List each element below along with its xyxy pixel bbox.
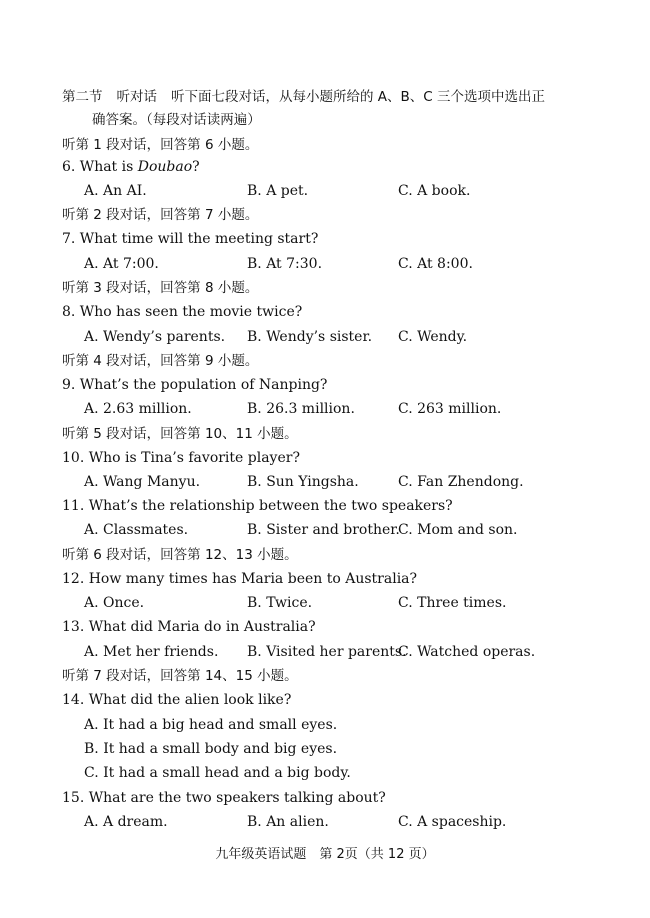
q15-option-a: A. A dream.: [84, 814, 168, 830]
section-instruction-line1: 听下面七段对话，从每小题所给的 A、B、C 三个选项中选出正: [171, 89, 546, 105]
q10-option-a: A. Wang Manyu.: [84, 474, 201, 490]
q12-option-c: C. Three times.: [398, 595, 507, 611]
section-name: 听对话: [116, 89, 157, 105]
q9-option-c: C. 263 million.: [398, 401, 502, 417]
q12-option-b: B. Twice.: [247, 595, 313, 611]
q11-option-c: C. Mom and son.: [398, 522, 518, 538]
q6-option-b: B. A pet.: [247, 183, 309, 199]
q8-option-a: A. Wendy’s parents.: [84, 329, 226, 345]
q7-option-c: C. At 8:00.: [398, 256, 473, 272]
q14-option-b: B. It had a small body and big eyes.: [84, 741, 338, 757]
q8-option-c: C. Wendy.: [398, 329, 468, 345]
q14-option-c: C. It had a small head and a big body.: [84, 765, 351, 781]
q11-option-b: B. Sister and brother.: [247, 522, 400, 538]
q6-option-c: C. A book.: [398, 183, 471, 199]
page-footer: 九年级英语试题 第 2页（共 12 页）: [215, 847, 435, 862]
question-8: 8. Who has seen the movie twice?: [62, 304, 303, 320]
q13-option-b: B. Visited her parents.: [247, 644, 407, 660]
dialogue-intro-6: 听第 6 段对话，回答第 12、13 小题。: [62, 547, 298, 563]
q9-option-a: A. 2.63 million.: [84, 401, 192, 417]
q6-option-a: A. An AI.: [84, 183, 147, 199]
question-11: 11. What’s the relationship between the two speakers?: [62, 498, 453, 514]
question-12: 12. How many times has Maria been to Australia?: [62, 571, 418, 587]
question-6: 6. What is Doubao?: [62, 159, 200, 175]
dialogue-intro-5: 听第 5 段对话，回答第 10、11 小题。: [62, 426, 298, 442]
q7-option-a: A. At 7:00.: [84, 256, 159, 272]
section-label: 第二节: [62, 89, 103, 105]
question-9: 9. What’s the population of Nanping?: [62, 377, 328, 393]
q15-option-c: C. A spaceship.: [398, 814, 507, 830]
q11-option-a: A. Classmates.: [84, 522, 189, 538]
q10-option-c: C. Fan Zhendong.: [398, 474, 524, 490]
dialogue-intro-3: 听第 3 段对话，回答第 8 小题。: [62, 280, 259, 296]
q15-option-b: B. An alien.: [247, 814, 329, 830]
dialogue-intro-1: 听第 1 段对话，回答第 6 小题。: [62, 137, 259, 153]
question-6-term: Doubao: [137, 159, 193, 175]
q7-option-b: B. At 7:30.: [247, 256, 323, 272]
dialogue-intro-2: 听第 2 段对话，回答第 7 小题。: [62, 207, 259, 223]
q9-option-b: B. 26.3 million.: [247, 401, 355, 417]
q8-option-b: B. Wendy’s sister.: [247, 329, 373, 345]
dialogue-intro-7: 听第 7 段对话，回答第 14、15 小题。: [62, 668, 298, 684]
question-13: 13. What did Maria do in Australia?: [62, 619, 316, 635]
q13-option-a: A. Met her friends.: [84, 644, 219, 660]
question-7: 7. What time will the meeting start?: [62, 231, 319, 247]
section-heading: [62, 88, 545, 106]
question-14: 14. What did the alien look like?: [62, 692, 292, 708]
question-10: 10. Who is Tina’s favorite player?: [62, 450, 300, 466]
q12-option-a: A. Once.: [84, 595, 145, 611]
section-instruction-line2: 确答案。（每段对话读两遍）: [92, 112, 261, 128]
q14-option-a: A. It had a big head and small eyes.: [84, 717, 338, 733]
dialogue-intro-4: 听第 4 段对话，回答第 9 小题。: [62, 353, 259, 369]
question-15: 15. What are the two speakers talking about?: [62, 790, 386, 806]
q13-option-c: C. Watched operas.: [398, 644, 536, 660]
q10-option-b: B. Sun Yingsha.: [247, 474, 359, 490]
